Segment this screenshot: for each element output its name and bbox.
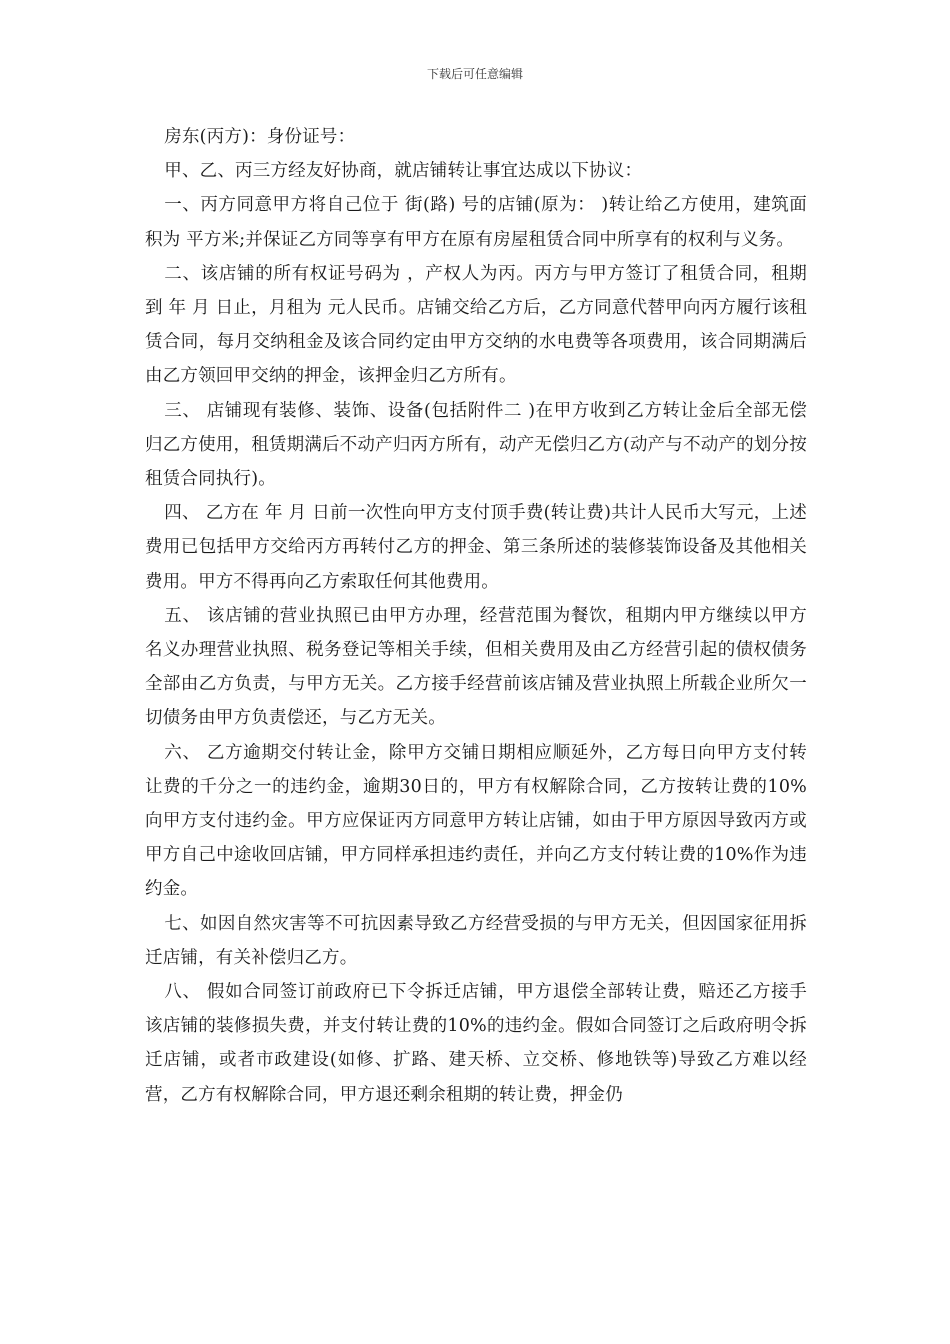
clause-8: 八、 假如合同签订前政府已下令拆迁店铺，甲方退偿全部转让费，赔还乙方接手该店铺的装修损失费，并支付转让费的10%的违约金。假如合同签订之后政府明令拆迁店铺，或者市政建设(如修、扩路、建天桥、立交桥、修地铁等)导致乙方难以经营，乙方有权解除合同，甲方退还剩余租期的转让费，押金仍	[145, 982, 807, 1105]
clause-2: 二、该店铺的所有权证号码为 ，产权人为丙。丙方与甲方签订了租赁合同，租期到 年 月 日止，月租为 元人民币。店铺交给乙方后，乙方同意代替甲向丙方履行该租赁合同，每月交纳租金及该合同约定由甲方交纳的水电费等各项费用，该合同期满后由乙方领回甲交纳的押金，该押金归乙方所有。	[145, 263, 807, 387]
clause-1: 一、丙方同意甲方将自己位于 街(路) 号的店铺(原为： )转让给乙方使用，建筑面积为 平方米;并保证乙方同等享有甲方在原有房屋租赁合同中所享有的权利与义务。	[145, 195, 807, 250]
agreement-intro: 甲、乙、丙三方经友好协商，就店铺转让事宜达成以下协议：	[164, 161, 643, 182]
clause-7: 七、如因自然灾害等不可抗因素导致乙方经营受损的与甲方无关，但因国家征用拆迁店铺，有关补偿归乙方。	[145, 913, 807, 968]
page-header: 下载后可任意编辑	[426, 67, 523, 81]
clause-6: 六、 乙方逾期交付转让金，除甲方交铺日期相应顺延外，乙方每日向甲方支付转让费的千分之一的违约金，逾期30日的，甲方有权解除合同，乙方按转让费的10%向甲方支付违约金。甲方应保证丙方同意甲方转让店铺，如由于甲方原因导致丙方或甲方自己中途收回店铺，甲方同样承担违约责任，并向乙方支付转让费的10%作为违约金。	[145, 742, 807, 900]
clause-5: 五、 该店铺的营业执照已由甲方办理，经营范围为餐饮，租期内甲方继续以甲方名义办理营业执照、税务登记等相关手续，但相关费用及由乙方经营引起的债权债务全部由乙方负责，与甲方无关。乙方接手经营前该店铺及营业执照上所载企业所欠一切债务由甲方负责偿还，与乙方无关。	[145, 605, 807, 729]
document-body	[145, 120, 807, 1112]
clause-4: 四、 乙方在 年 月 日前一次性向甲方支付顶手费(转让费)共计人民币大写元，上述费用已包括甲方交给丙方再转付乙方的押金、第三条所述的装修装饰设备及其他相关费用。甲方不得再向乙方索取任何其他费用。	[145, 503, 807, 592]
landlord-id-line: 房东(丙方)：身份证号：	[164, 127, 356, 147]
clause-3: 三、 店铺现有装修、装饰、设备(包括附件二 )在甲方收到乙方转让金后全部无偿归乙方使用，租赁期满后不动产归丙方所有，动产无偿归乙方(动产与不动产的划分按租赁合同执行)。	[145, 400, 807, 490]
